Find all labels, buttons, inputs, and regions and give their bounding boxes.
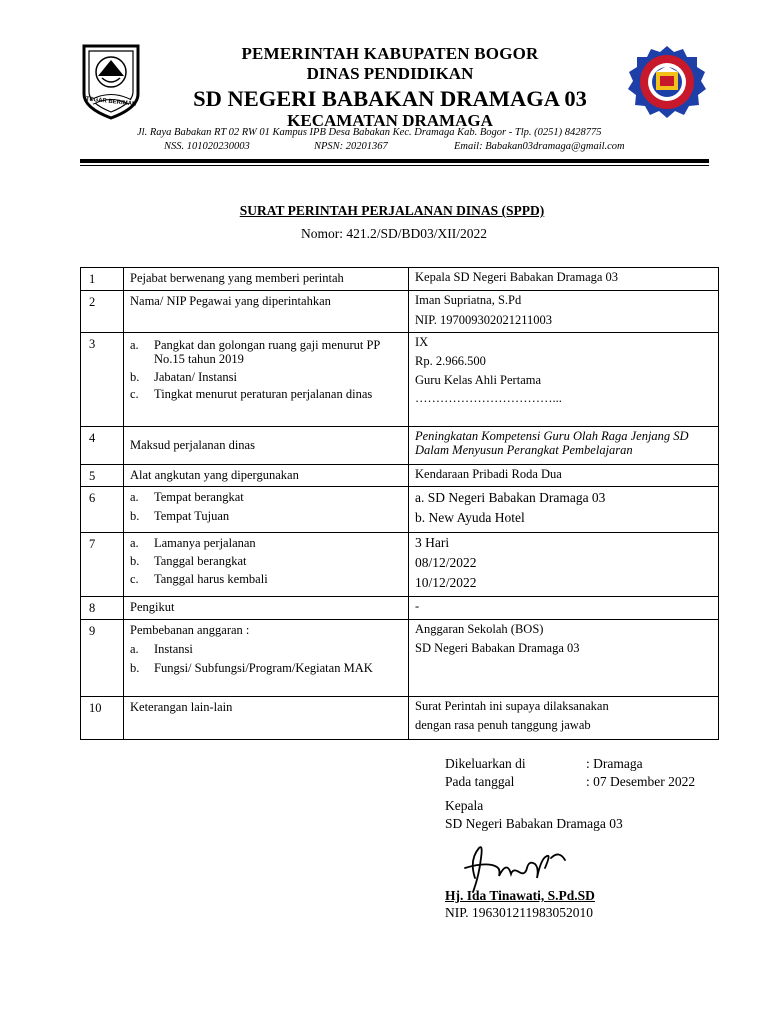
row-number: 7	[81, 533, 124, 597]
table-row	[81, 697, 719, 740]
signer-institution: SD Negeri Babakan Dramaga 03	[445, 816, 623, 831]
row-number: 9	[81, 620, 124, 697]
issued-place-value: : Dramaga	[586, 756, 643, 771]
row-value: Anggaran Sekolah (BOS) SD Negeri Babakan Dramaga 03	[409, 620, 719, 697]
letterhead-email: Email: Babakan03dramaga@gmail.com	[454, 141, 625, 152]
row-description: Maksud perjalanan dinas	[124, 427, 409, 465]
table-row	[81, 465, 719, 487]
row-number: 5	[81, 465, 124, 487]
row-value: Kendaraan Pribadi Roda Dua	[409, 465, 719, 487]
row-description: Keterangan lain-lain	[124, 697, 409, 740]
issued-date-value: : 07 Desember 2022	[586, 774, 696, 789]
row-number: 6	[81, 487, 124, 533]
document-number: Nomor: 421.2/SD/BD03/XII/2022	[300, 226, 487, 241]
row-value: Iman Supriatna, S.Pd NIP. 197009302021211003	[409, 291, 719, 333]
row-value: Surat Perintah ini supaya dilaksanakan dengan rasa penuh tanggung jawab	[409, 697, 719, 740]
row-number: 8	[81, 597, 124, 620]
issued-date-label: Pada tanggal	[445, 774, 515, 789]
table-row	[81, 268, 719, 291]
letterhead-government: PEMERINTAH KABUPATEN BOGOR	[241, 44, 539, 63]
row-number: 10	[81, 697, 124, 740]
kabupaten-bogor-emblem-logo	[78, 42, 144, 122]
signer-name: Hj. Ida Tinawati, S.Pd.SD	[445, 888, 595, 903]
table-row	[81, 427, 719, 465]
row-number: 4	[81, 427, 124, 465]
letterhead-district: KECAMATAN DRAMAGA	[287, 111, 493, 130]
table-row	[81, 620, 719, 697]
row-description: a. Lamanya perjalanan b. Tanggal berangkat c. Tanggal harus kembali	[124, 533, 409, 597]
row-value: Peningkatan Kompetensi Guru Olah Raga Jenjang SD Dalam Menyusun Perangkat Pembelajaran	[409, 427, 719, 465]
row-description: Alat angkutan yang dipergunakan	[124, 465, 409, 487]
signer-nip: NIP. 196301211983052010	[445, 905, 594, 920]
row-description: Pejabat berwenang yang memberi perintah	[124, 268, 409, 291]
letterhead-department: DINAS PENDIDIKAN	[306, 64, 474, 83]
row-value: -	[409, 597, 719, 620]
row-description: a. Tempat berangkat b. Tempat Tujuan	[124, 487, 409, 533]
emblem-motto: TEGAR BERIMAN	[85, 96, 137, 108]
signer-position: Kepala	[445, 798, 484, 813]
row-description: a. Pangkat dan golongan ruang gaji menurut PP No.15 tahun 2019 b. Jabatan/ Instansi c. Tingkat menurut peraturan perjalanan dinas	[124, 333, 409, 427]
letterhead-npsn: NPSN: 20201367	[314, 141, 388, 152]
table-row	[81, 597, 719, 620]
row-description: Pengikut	[124, 597, 409, 620]
table-row	[81, 533, 719, 597]
row-number: 3	[81, 333, 124, 427]
row-number: 2	[81, 291, 124, 333]
issued-place-label: Dikeluarkan di	[445, 756, 526, 771]
table-row	[81, 333, 719, 427]
letterhead-address: Jl. Raya Babakan RT 02 RW 01 Kampus IPB Desa Babakan Kec. Dramaga Kab. Bogor - Tlp. (0251) 8428775	[137, 127, 602, 138]
table-row	[81, 487, 719, 533]
row-description: Pembebanan anggaran : a. Instansi b. Fungsi/ Subfungsi/Program/Kegiatan MAK	[124, 620, 409, 697]
row-description: Nama/ NIP Pegawai yang diperintahkan	[124, 291, 409, 333]
row-value: IX Rp. 2.966.500 Guru Kelas Ahli Pertama ……………………………...	[409, 333, 719, 427]
row-value: a. SD Negeri Babakan Dramaga 03 b. New Ayuda Hotel	[409, 487, 719, 533]
letterhead-nss: NSS. 101020230003	[164, 141, 250, 152]
sppd-table	[80, 267, 719, 740]
row-value: 3 Hari 08/12/2022 10/12/2022	[409, 533, 719, 597]
row-value: Kepala SD Negeri Babakan Dramaga 03	[409, 268, 719, 291]
letterhead-rule-thin	[80, 165, 709, 166]
letterhead-school-name: SD NEGERI BABAKAN DRAMAGA 03	[193, 86, 587, 111]
document-title: SURAT PERINTAH PERJALANAN DINAS (SPPD)	[239, 203, 545, 218]
table-row	[81, 291, 719, 333]
letterhead-rule-thick	[80, 159, 709, 163]
row-number: 1	[81, 268, 124, 291]
